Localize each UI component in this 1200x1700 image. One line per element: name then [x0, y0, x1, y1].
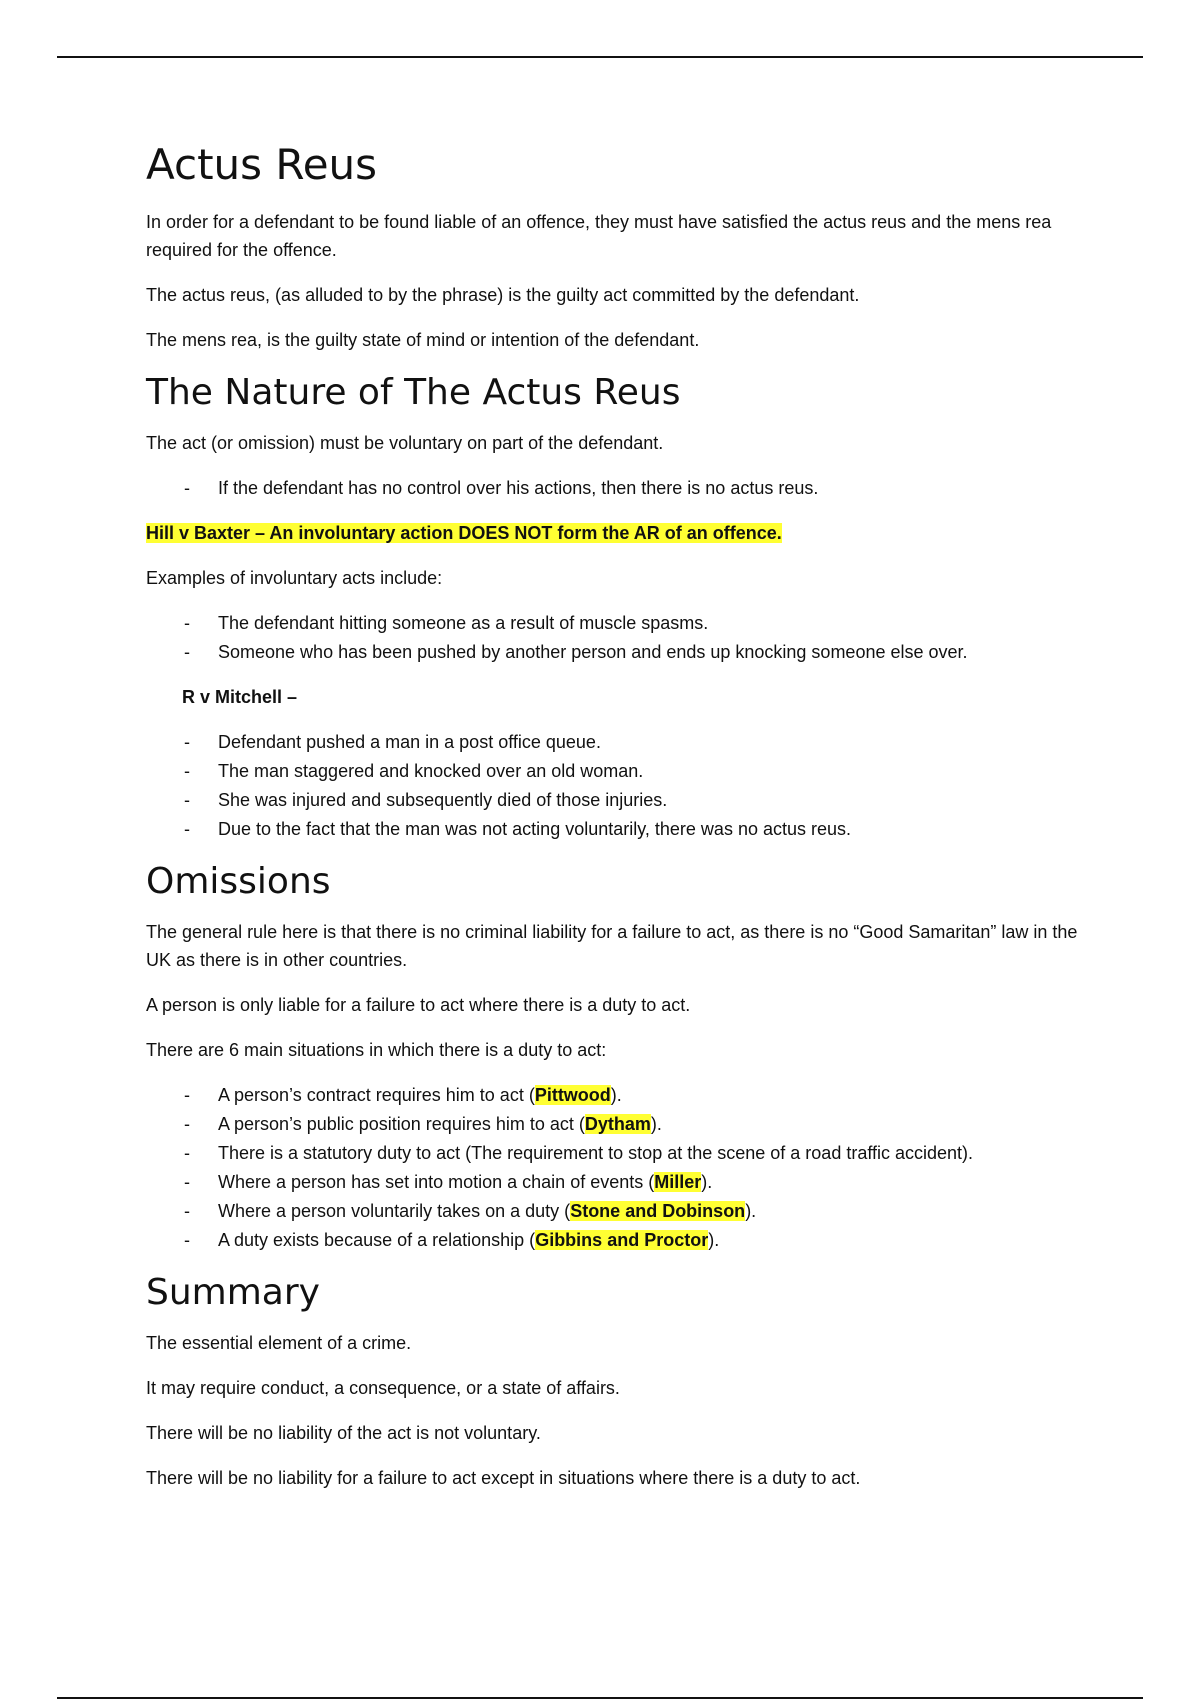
summary-line: The essential element of a crime. [146, 1333, 412, 1353]
omissions-paragraph-3: There are 6 main situations in which there is a duty to act: [146, 1040, 607, 1060]
section-heading-nature: The Nature of The Actus Reus [146, 372, 681, 413]
list-item [146, 609, 1086, 637]
section-heading-omissions: Omissions [146, 861, 331, 902]
duty-text-end: ). [610, 1085, 622, 1105]
list-item [146, 1081, 1086, 1109]
case-name-highlight: Stone and Dobinson [570, 1201, 746, 1221]
intro-paragraph-2: The actus reus, (as alluded to by the phrase) is the guilty act committed by the defendant. [146, 285, 860, 305]
dash-bullet: - [184, 819, 190, 839]
case-name-highlight: Dytham [584, 1114, 651, 1134]
dash-bullet: - [184, 1143, 190, 1163]
case-name-highlight: Gibbins and Proctor [535, 1230, 709, 1250]
dash-bullet: - [184, 761, 190, 781]
list-item-text: Due to the fact that the man was not acting voluntarily, there was no actus reus. [218, 819, 852, 839]
list-item [146, 728, 1086, 756]
list-item [146, 474, 1086, 502]
section-heading-summary: Summary [146, 1272, 320, 1313]
duty-text: A person’s public position requires him to act ( [218, 1114, 585, 1134]
duty-text: Where a person voluntarily takes on a duty ( [218, 1201, 571, 1221]
list-item [146, 1139, 1086, 1167]
list-item [146, 815, 1086, 843]
document-body [146, 140, 1086, 1509]
dash-bullet: - [184, 1085, 190, 1105]
case-name-highlight: Pittwood [534, 1085, 611, 1105]
list-item-text: Someone who has been pushed by another person and ends up knocking someone else over. [218, 642, 968, 662]
duty-text-end: ). [708, 1230, 720, 1250]
list-item [146, 757, 1086, 785]
case-name-highlight: Miller [654, 1172, 702, 1192]
list-item [146, 638, 1086, 666]
highlight-text: Hill v Baxter – An involuntary action DOES NOT form the AR of an offence. [146, 523, 782, 543]
intro-paragraph-3: The mens rea, is the guilty state of mind or intention of the defendant. [146, 330, 700, 350]
list-item [146, 1168, 1086, 1196]
top-rule [57, 56, 1143, 58]
list-item [146, 1226, 1086, 1254]
duty-text: There is a statutory duty to act (The requirement to stop at the scene of a road traffic accident). [218, 1143, 974, 1163]
dash-bullet: - [184, 478, 190, 498]
omissions-paragraph-1: The general rule here is that there is no criminal liability for a failure to act, as there is no “Good Samaritan” law in the UK as there is in other countries. [146, 922, 1078, 970]
list-item-text: If the defendant has no control over his actions, then there is no actus reus. [218, 478, 819, 498]
duty-text-end: ). [745, 1201, 757, 1221]
list-item [146, 1197, 1086, 1225]
page-title: Actus Reus [146, 140, 378, 189]
intro-paragraph-1: In order for a defendant to be found liable of an offence, they must have satisfied the actus reus and the mens rea required for the offence. [146, 212, 1052, 260]
bottom-rule [57, 1697, 1143, 1699]
omissions-paragraph-2: A person is only liable for a failure to act where there is a duty to act. [146, 995, 691, 1015]
list-item [146, 1110, 1086, 1138]
case-label-mitchell: R v Mitchell – [182, 687, 298, 707]
list-item [146, 786, 1086, 814]
duty-text: A duty exists because of a relationship ( [218, 1230, 536, 1250]
nature-bullet-list-1 [146, 474, 1086, 502]
nature-bullet-list-3 [146, 728, 1086, 843]
nature-paragraph-2: Examples of involuntary acts include: [146, 568, 443, 588]
duty-list [146, 1081, 1086, 1254]
duty-text: Where a person has set into motion a chain of events ( [218, 1172, 655, 1192]
dash-bullet: - [184, 732, 190, 752]
highlighted-case-note [146, 519, 1086, 547]
summary-line: There will be no liability of the act is not voluntary. [146, 1423, 541, 1443]
list-item-text: The defendant hitting someone as a result of muscle spasms. [218, 613, 709, 633]
dash-bullet: - [184, 613, 190, 633]
dash-bullet: - [184, 642, 190, 662]
list-item-text: The man staggered and knocked over an old woman. [218, 761, 644, 781]
nature-bullet-list-2 [146, 609, 1086, 666]
list-item-text: She was injured and subsequently died of those injuries. [218, 790, 668, 810]
dash-bullet: - [184, 1201, 190, 1221]
dash-bullet: - [184, 1230, 190, 1250]
summary-line: It may require conduct, a consequence, or a state of affairs. [146, 1378, 620, 1398]
duty-text: A person’s contract requires him to act ( [218, 1085, 535, 1105]
dash-bullet: - [184, 1172, 190, 1192]
duty-text-end: ). [701, 1172, 713, 1192]
summary-line: There will be no liability for a failure to act except in situations where there is a duty to act. [146, 1468, 861, 1488]
dash-bullet: - [184, 790, 190, 810]
list-item-text: Defendant pushed a man in a post office queue. [218, 732, 601, 752]
dash-bullet: - [184, 1114, 190, 1134]
nature-paragraph-1: The act (or omission) must be voluntary on part of the defendant. [146, 433, 664, 453]
duty-text-end: ). [650, 1114, 662, 1134]
